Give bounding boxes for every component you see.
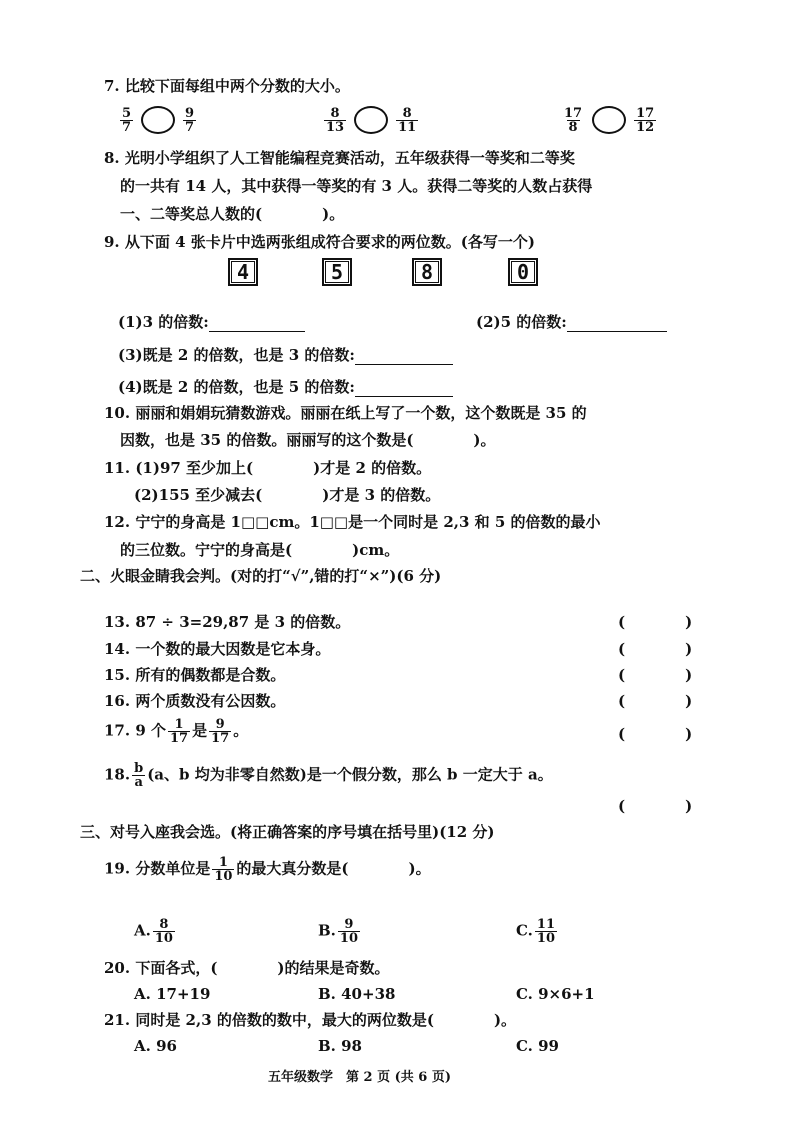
answer-blank[interactable] — [567, 331, 667, 332]
q15: 15. 所有的偶数都是合数。 — [104, 666, 286, 684]
q19: 19. 分数单位是 $\frac{1}{10}$ 的最大真分数是( )。 — [104, 855, 431, 884]
q8-line1: 8. 光明小学组织了人工智能编程竞赛活动，五年级获得一等奖和二等奖 — [104, 149, 575, 167]
q8-line3: 一、二等奖总人数的( )。 — [120, 205, 345, 223]
q7-pair-1: $\frac{5}{7}$ $\frac{9}{7}$ — [122, 105, 195, 135]
q18: 18. $\frac{b}{a}$ (a、b 均为非零自然数)是一个假分数，那么 b 一定大于 a。 — [104, 761, 553, 790]
q17: 17. 9 个 $\frac{1}{17}$ 是 $\frac{9}{17}$ 。 — [104, 717, 249, 746]
q21-option-a[interactable]: A. 96 — [134, 1037, 177, 1055]
compare-circle[interactable] — [141, 106, 175, 134]
judge-paren[interactable]: ( ) — [618, 666, 693, 684]
q10-line1: 10. 丽丽和娟娟玩猜数游戏。丽丽在纸上写了一个数，这个数既是 35 的 — [104, 404, 587, 422]
judge-paren[interactable]: ( ) — [618, 797, 693, 815]
judge-paren[interactable]: ( ) — [618, 613, 693, 631]
q9-part1: (1)3 的倍数: — [118, 312, 305, 332]
q21-option-c[interactable]: C. 99 — [516, 1037, 559, 1055]
q7-pair-2: $\frac{8}{13}$ $\frac{8}{11}$ — [326, 105, 417, 135]
judge-paren[interactable]: ( ) — [618, 725, 693, 743]
digit-card-4: 4 — [228, 258, 258, 286]
digit-card-5: 5 — [322, 258, 352, 286]
q20-option-c[interactable]: C. 9×6+1 — [516, 985, 595, 1003]
answer-blank[interactable] — [355, 396, 453, 397]
q14: 14. 一个数的最大因数是它本身。 — [104, 640, 331, 658]
compare-circle[interactable] — [354, 106, 388, 134]
q21-option-b[interactable]: B. 98 — [318, 1037, 362, 1055]
q19-option-c[interactable]: C. $\frac{11}{10}$ — [516, 917, 555, 946]
q20-option-a[interactable]: A. 17+19 — [134, 985, 211, 1003]
q12-line2: 的三位数。宁宁的身高是( )cm。 — [120, 541, 400, 559]
q20-stem: 20. 下面各式，( )的结果是奇数。 — [104, 959, 390, 977]
digit-card-0: 0 — [508, 258, 538, 286]
q19-option-a[interactable]: A. $\frac{8}{10}$ — [134, 917, 173, 946]
digit-card-8: 8 — [412, 258, 442, 286]
q9-part3: (3)既是 2 的倍数，也是 3 的倍数: — [118, 345, 453, 365]
q7-stem: 7. 比较下面每组中两个分数的大小。 — [104, 77, 350, 95]
compare-circle[interactable] — [592, 106, 626, 134]
answer-blank[interactable] — [209, 331, 305, 332]
q9-part2: (2)5 的倍数: — [476, 312, 667, 332]
section2-title: 二、火眼金睛我会判。(对的打“√”,错的打“×”)(6 分) — [80, 567, 442, 585]
q19-option-b[interactable]: B. $\frac{9}{10}$ — [318, 917, 358, 946]
section3-title: 三、对号入座我会选。(将正确答案的序号填在括号里)(12 分) — [80, 823, 495, 841]
q12-line1: 12. 宁宁的身高是 1□□cm。1□□是一个同时是 2,3 和 5 的倍数的最小 — [104, 513, 601, 531]
q9-stem: 9. 从下面 4 张卡片中选两张组成符合要求的两位数。(各写一个) — [104, 233, 535, 251]
q13: 13. 87 ÷ 3=29,87 是 3 的倍数。 — [104, 613, 351, 631]
q9-part4: (4)既是 2 的倍数，也是 5 的倍数: — [118, 377, 453, 397]
q8-line2: 的一共有 14 人，其中获得一等奖的有 3 人。获得二等奖的人数占获得 — [120, 177, 593, 195]
q20-option-b[interactable]: B. 40+38 — [318, 985, 396, 1003]
judge-paren[interactable]: ( ) — [618, 640, 693, 658]
q10-line2: 因数，也是 35 的倍数。丽丽写的这个数是( )。 — [120, 431, 496, 449]
q11-line1: 11. (1)97 至少加上( )才是 2 的倍数。 — [104, 459, 432, 477]
q11-line2: (2)155 至少减去( )才是 3 的倍数。 — [134, 486, 441, 504]
q21-stem: 21. 同时是 2,3 的倍数的数中，最大的两位数是( )。 — [104, 1011, 517, 1029]
q16: 16. 两个质数没有公因数。 — [104, 692, 286, 710]
q7-pair-3: $\frac{17}{8}$ $\frac{17}{12}$ — [564, 105, 655, 135]
page-footer: 五年级数学 第 2 页 (共 6 页) — [268, 1070, 452, 1085]
judge-paren[interactable]: ( ) — [618, 692, 693, 710]
answer-blank[interactable] — [355, 364, 453, 365]
